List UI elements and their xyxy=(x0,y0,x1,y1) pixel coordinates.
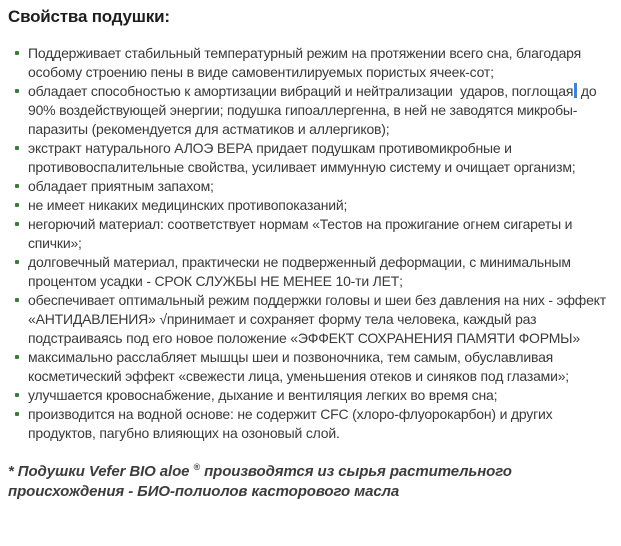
list-item-text: не имеет никаких медицинских противопоказаний; xyxy=(28,197,348,213)
list-item-text: обладает способностью к амортизации вибраций и нейтрализации ударов, поглощая xyxy=(28,83,574,99)
footnote xyxy=(8,457,609,502)
list-item-text: улучшается кровоснабжение, дыхание и вентиляция легких во время сна; xyxy=(28,387,498,403)
list-item-text: Поддерживает стабильный температурный режим на протяжении всего сна, благодаря особому строению пены в виде самовентилируемых пористых ячеек-сот; xyxy=(28,45,585,80)
list-item-text: производится на водной основе: не содержит CFC (хлоро-флуорокарбон) и других продуктов, пагубно влияющих на озоновый слой. xyxy=(28,406,557,441)
list-item xyxy=(28,139,609,177)
list-item-text: экстракт натурального АЛОЭ ВЕРА придает подушкам противомикробные и противовоспалительные свойства, усиливает иммунную систему и очищает организм; xyxy=(28,140,576,175)
list-item-text: долговечный материал, практически не подверженный деформации, с минимальным процентом усадки - СРОК СЛУЖБЫ НЕ МЕНЕЕ 10-ти ЛЕТ; xyxy=(28,254,575,289)
list-item xyxy=(28,291,609,348)
list-item xyxy=(28,253,609,291)
list-item xyxy=(28,405,609,443)
footnote-text: производятся из сырья растительного происхождения - БИО-полиолов касторового масла xyxy=(8,463,512,500)
list-item xyxy=(28,196,609,215)
list-item xyxy=(28,215,609,253)
registered-trademark-symbol: ® xyxy=(193,462,201,472)
list-item xyxy=(28,44,609,82)
properties-list xyxy=(8,44,609,443)
list-item-text: негорючий материал: соответствует нормам «Тестов на прожигание огнем сигареты и спички»; xyxy=(28,216,576,251)
list-item xyxy=(28,386,609,405)
list-item xyxy=(28,348,609,386)
list-item-text: обладает приятным запахом; xyxy=(28,178,214,194)
list-item xyxy=(28,177,609,196)
list-item xyxy=(28,82,609,139)
footnote-text: * Подушки Vefer BIO aloe xyxy=(8,463,194,480)
page-title: Свойства подушки: xyxy=(8,7,170,26)
list-item-text: максимально расслабляет мышцы шеи и позвоночника, тем самым, обуславливая косметический эффект «свежести лица, уменьшения отеков и синяков под глазами»; xyxy=(28,349,569,384)
list-item-text: обеспечивает оптимальный режим поддержки головы и шеи без давления на них - эффект «АНТИДАВЛЕНИЯ» √принимает и сохраняет форму тела человека, каждый раз подстраиваясь под его новое положение «ЭФФЕКТ СОХРАНЕНИЯ ПАМЯТИ ФОРМЫ» xyxy=(28,292,610,346)
list-item-text: до 90% воздействующей энергии; подушка гипоаллергенна, в ней не заводятся микробы-паразиты (рекомендуется для астматиков и аллергиков); xyxy=(28,83,601,137)
